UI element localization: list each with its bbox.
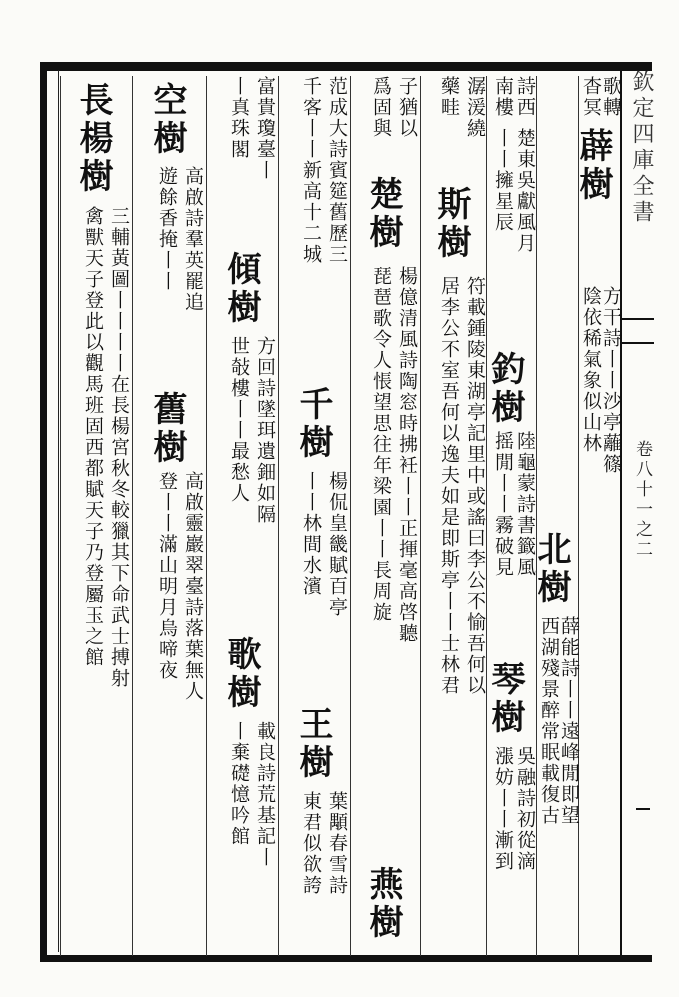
column-line: 爲固與 xyxy=(370,76,392,139)
entry-head: 王樹 xyxy=(293,706,333,782)
column-line: 楊億清風詩陶窓時拂衽丨丨正揮毫高啓聽 xyxy=(396,266,418,644)
entry-head: 楚樹 xyxy=(363,176,403,252)
entry-head: 北樹 xyxy=(531,531,571,607)
column-line: 西湖殘景醉常眠載復古 xyxy=(538,616,560,826)
column-line: 丨丨擁星辰 xyxy=(492,128,514,233)
entry-head: 傾樹 xyxy=(221,251,261,327)
column-line: 丨真珠閣 xyxy=(228,76,250,160)
margin-dash xyxy=(636,808,650,810)
entry-head: 長楊樹 xyxy=(73,82,113,196)
column-line: 東君似欲誇 xyxy=(300,791,322,896)
column-line: 丨丨林間水濱 xyxy=(300,471,322,597)
column-line: 載良詩荒基記丨 xyxy=(254,721,276,868)
entry-head: 斯樹 xyxy=(431,186,471,262)
column-line: 富貴瓊臺丨 xyxy=(254,76,276,181)
entry-head: 千樹 xyxy=(293,386,333,462)
margin-title: 欽定四庫全書 xyxy=(629,70,654,226)
column-line: 藥畦 xyxy=(438,76,460,118)
column-line: 方干詩丨丨沙亭蘺篠 xyxy=(600,286,622,475)
column-line: 葉顒春雪詩 xyxy=(326,791,348,896)
column-line: 范成大詩賓筵舊歷三 xyxy=(326,76,348,265)
text-column-6 xyxy=(278,76,350,956)
column-line: 三輔黃圖丨丨丨丨在長楊宮秋冬較獵其下命武士搏射 xyxy=(108,206,130,689)
text-column-8 xyxy=(132,76,206,956)
column-line: 千客丨丨新高十二城 xyxy=(300,76,322,265)
column-line: 摇閒丨丨霧破見 xyxy=(492,431,514,578)
entry-head: 空樹 xyxy=(147,82,187,158)
entry-head: 琴樹 xyxy=(485,661,525,737)
text-column-7 xyxy=(206,76,278,956)
column-line: 陸龜蒙詩書籤風 xyxy=(514,431,536,578)
column-line: 潺湲繞 xyxy=(464,76,486,139)
entry-head: 燕樹 xyxy=(363,866,403,942)
text-column-1 xyxy=(573,76,622,956)
column-line: 子猶以 xyxy=(396,76,418,139)
column-line: 陰依稀氣象似山林 xyxy=(580,286,602,454)
text-column-2 xyxy=(531,76,580,956)
column-line: 南樓 xyxy=(492,76,514,118)
column-line: 方回詩墜珥遺鈿如隔 xyxy=(254,336,276,525)
column-line: 禽獸天子登此以觀馬班固西都賦天子乃登屬玉之館 xyxy=(82,206,104,668)
column-line: 世敧樓丨丨最愁人 xyxy=(228,336,250,504)
column-line: 居李公不室吾何以逸夫如是即斯亭丨丨士林君 xyxy=(438,276,460,696)
column-line: 符載鍾陵東湖亭記里中或謠曰李公不愉吾何以 xyxy=(464,276,486,696)
entry-head: 歌樹 xyxy=(221,636,261,712)
column-line: 琵琶歌令人悵望思往年梁園丨丨長周旋 xyxy=(370,266,392,623)
entry-head: 釣樹 xyxy=(485,351,525,427)
column-line: 歌轉 xyxy=(600,76,622,118)
column-line: 薛能詩丨丨遠峰閒即望 xyxy=(558,616,580,826)
column-line: 楊侃皇畿賦百亭 xyxy=(326,471,348,618)
column-line: 吳融詩初從滴 xyxy=(514,746,536,872)
column-line: 高啟詩羣英罷追 xyxy=(182,166,204,313)
inner-rule xyxy=(58,70,59,952)
text-column-9 xyxy=(60,76,132,956)
column-line: 詩西 xyxy=(514,76,536,118)
margin-volume: 卷八十一之二 xyxy=(632,440,652,560)
fishtail-mark xyxy=(620,318,654,344)
text-column-5 xyxy=(350,76,420,956)
text-column-3 xyxy=(486,76,536,956)
text-column-4 xyxy=(420,76,486,956)
column-line: 遊餘香掩丨丨 xyxy=(156,166,178,292)
column-line: 杳冥 xyxy=(580,76,602,118)
column-line: 高啟靈巖翠臺詩落葉無人 xyxy=(182,471,204,702)
column-line: 登丨丨滿山明月烏啼夜 xyxy=(156,471,178,681)
column-line: 漲妨丨丨漸到 xyxy=(492,746,514,872)
entry-head: 舊樹 xyxy=(147,391,187,467)
column-line: 楚東吳獻風月 xyxy=(514,128,536,254)
entry-head: 薜樹 xyxy=(573,128,613,204)
column-line: 丨棄礎憶吟館 xyxy=(228,721,250,847)
